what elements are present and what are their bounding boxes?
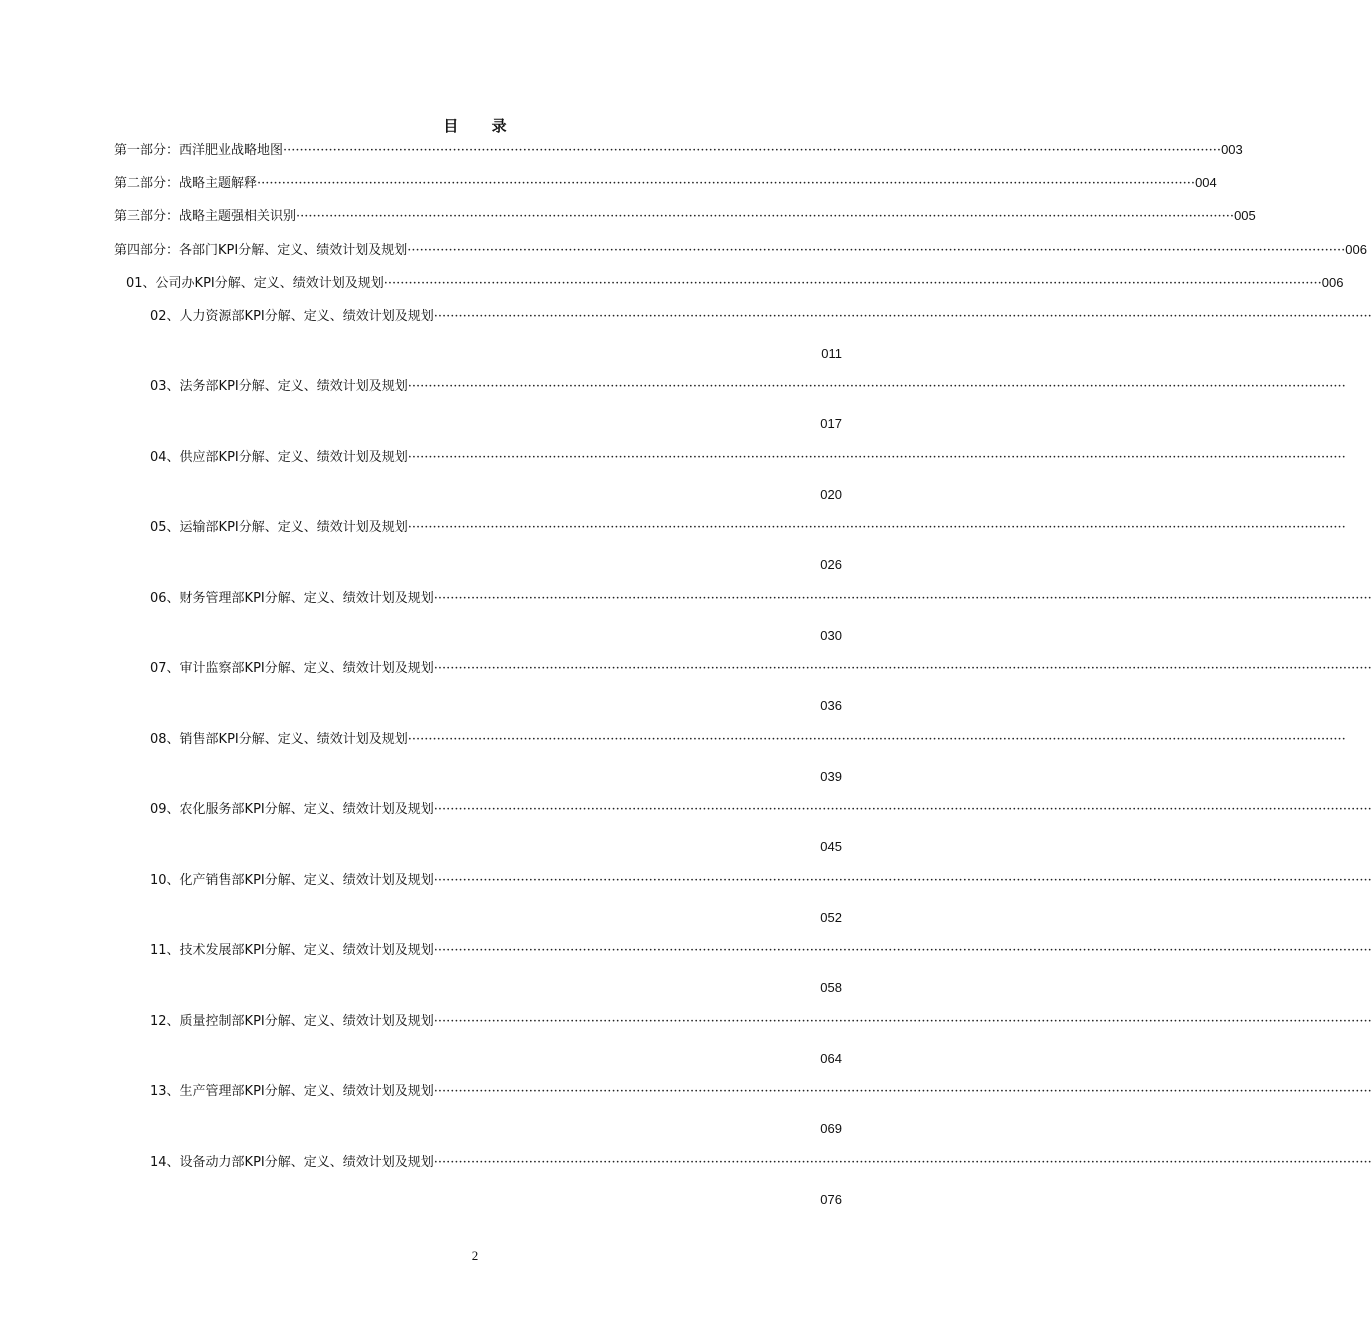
toc-entry-06[interactable] xyxy=(150,591,1372,607)
toc-entry-part1[interactable] xyxy=(114,142,1243,159)
toc-entry-07[interactable] xyxy=(150,661,1372,677)
toc-entry-label: 02、人力资源部KPI分解、定义、绩效计划及规划 xyxy=(150,309,434,324)
toc-entry-label: 06、财务管理部KPI分解、定义、绩效计划及规划 xyxy=(150,591,434,606)
toc-entry-label: 12、质量控制部KPI分解、定义、绩效计划及规划 xyxy=(150,1014,434,1029)
toc-entry-label: 08、销售部KPI分解、定义、绩效计划及规划 xyxy=(150,732,408,747)
toc-entry-label: 03、法务部KPI分解、定义、绩效计划及规划 xyxy=(150,379,408,394)
leader-dots: ··································································································································································································································· xyxy=(433,943,1372,958)
toc-entry-label: 第三部分：战略主题强相关识别 xyxy=(114,209,297,224)
toc-entry-page: 006 xyxy=(1321,275,1344,290)
toc-entry-page[interactable]: 011 xyxy=(821,346,842,361)
page-number: 2 xyxy=(471,1248,479,1263)
leader-dots: ··································································································································································································································· xyxy=(433,1155,1372,1170)
toc-entry-01[interactable] xyxy=(126,275,1344,292)
leader-dots: ··································································································································································································································· xyxy=(433,1084,1372,1099)
toc-entry-label: 第一部分：西洋肥业战略地图 xyxy=(114,143,284,158)
toc-title: 目 录 xyxy=(443,117,521,135)
toc-entry-page[interactable]: 064 xyxy=(820,1051,842,1066)
toc-entry-10[interactable] xyxy=(150,873,1372,889)
leader-dots: ··································································································································································································································· xyxy=(433,802,1372,817)
toc-entry-label: 第四部分：各部门KPI分解、定义、绩效计划及规划 xyxy=(114,243,408,258)
toc-entry-part2[interactable] xyxy=(114,175,1217,192)
toc-entry-page[interactable]: 030 xyxy=(820,628,842,643)
toc-entry-03[interactable] xyxy=(150,379,1346,395)
toc-entry-label: 05、运输部KPI分解、定义、绩效计划及规划 xyxy=(150,520,408,535)
toc-entry-page[interactable]: 045 xyxy=(820,839,842,854)
toc-entry-08[interactable] xyxy=(150,732,1346,748)
leader-dots: ··································································································································································································································· xyxy=(283,143,1222,158)
toc-entry-page[interactable]: 017 xyxy=(820,416,842,431)
toc-entry-page[interactable]: 076 xyxy=(820,1192,842,1207)
toc-entry-14[interactable] xyxy=(150,1155,1372,1171)
leader-dots: ··································································································································································································································· xyxy=(407,243,1346,258)
leader-dots: ··································································································································································································································· xyxy=(433,873,1372,888)
leader-dots: ··································································································································································································································· xyxy=(296,209,1235,224)
toc-entry-page[interactable]: 052 xyxy=(820,910,842,925)
toc-entry-page[interactable]: 039 xyxy=(820,769,842,784)
toc-entry-11[interactable] xyxy=(150,943,1372,959)
toc-entry-13[interactable] xyxy=(150,1084,1372,1100)
toc-entry-page[interactable]: 058 xyxy=(820,980,842,995)
toc-entry-page: 004 xyxy=(1195,175,1217,190)
leader-dots: ··································································································································································································································· xyxy=(407,520,1346,535)
toc-entry-page: 003 xyxy=(1221,142,1243,157)
leader-dots: ··································································································································································································································· xyxy=(433,1014,1372,1029)
leader-dots: ··································································································································································································································· xyxy=(433,309,1372,324)
toc-entry-page: 006 xyxy=(1345,242,1367,257)
leader-dots: ··································································································································································································································· xyxy=(407,450,1346,465)
toc-entry-label: 11、技术发展部KPI分解、定义、绩效计划及规划 xyxy=(150,943,434,958)
toc-entry-05[interactable] xyxy=(150,520,1346,536)
leader-dots: ··································································································································································································································· xyxy=(433,661,1372,676)
toc-entry-part4[interactable] xyxy=(114,242,1367,259)
leader-dots: ··································································································································································································································· xyxy=(383,276,1322,291)
toc-entry-part3[interactable] xyxy=(114,208,1256,225)
leader-dots: ··································································································································································································································· xyxy=(407,732,1346,747)
toc-entry-label: 第二部分：战略主题解释 xyxy=(114,176,258,191)
toc-entry-page[interactable]: 020 xyxy=(820,487,842,502)
toc-entry-page[interactable]: 069 xyxy=(820,1121,842,1136)
leader-dots: ··································································································································································································································· xyxy=(257,176,1196,191)
toc-entry-09[interactable] xyxy=(150,802,1372,818)
toc-entry-page: 005 xyxy=(1234,208,1256,223)
toc-entry-12[interactable] xyxy=(150,1014,1372,1030)
toc-entry-label: 14、设备动力部KPI分解、定义、绩效计划及规划 xyxy=(150,1155,434,1170)
toc-entry-02[interactable] xyxy=(150,309,1372,325)
toc-entry-page[interactable]: 036 xyxy=(820,698,842,713)
toc-entry-page[interactable]: 026 xyxy=(820,557,842,572)
toc-entry-label: 13、生产管理部KPI分解、定义、绩效计划及规划 xyxy=(150,1084,434,1099)
leader-dots: ··································································································································································································································· xyxy=(433,591,1372,606)
leader-dots: ··································································································································································································································· xyxy=(407,379,1346,394)
toc-entry-label: 10、化产销售部KPI分解、定义、绩效计划及规划 xyxy=(150,873,434,888)
toc-entry-label: 09、农化服务部KPI分解、定义、绩效计划及规划 xyxy=(150,802,434,817)
toc-entry-label: 07、审计监察部KPI分解、定义、绩效计划及规划 xyxy=(150,661,434,676)
toc-entry-label: 04、供应部KPI分解、定义、绩效计划及规划 xyxy=(150,450,408,465)
toc-entry-04[interactable] xyxy=(150,450,1346,466)
toc-entry-label: 01、公司办KPI分解、定义、绩效计划及规划 xyxy=(126,276,384,291)
